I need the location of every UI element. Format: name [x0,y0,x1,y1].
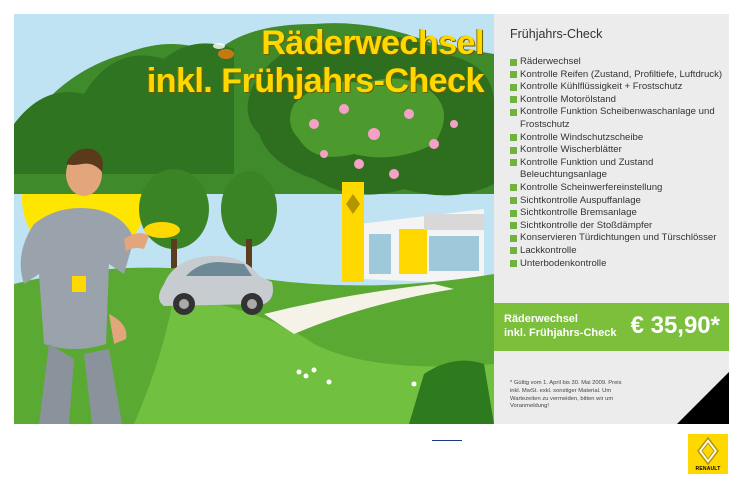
bullet-square-icon [510,84,517,91]
bullet-square-icon [510,134,517,141]
bullet-square-icon [510,222,517,229]
bullet-square-icon [510,96,517,103]
divider-line [432,440,462,441]
headline-line1: Räderwechsel [261,24,484,62]
bullet-square-icon [510,59,517,66]
price-label [504,312,616,340]
price-label-line2: inkl. Frühjahrs-Check [504,327,617,339]
checklist-item: Konservieren Türdichtungen und Türschlösser [510,232,725,245]
bullet-square-icon [510,109,517,116]
checklist-item: Räderwechsel [510,56,725,69]
checklist-item: Kontrolle Motorölstand [510,94,725,107]
checklist-item: Kontrolle Wischerblätter [510,144,725,157]
price-value: € 35,90* [630,312,720,339]
illustration-scene [14,14,494,424]
checklist [510,56,725,270]
panel-title: Frühjahrs-Check [510,27,603,41]
checklist-item: Lackkontrolle [510,245,725,258]
bullet-square-icon [510,159,517,166]
bullet-square-icon [510,235,517,242]
bullet-square-icon [510,210,517,217]
price-box [494,303,729,351]
checklist-item: Kontrolle Scheinwerfereinstellung [510,182,725,195]
checklist-item: Kontrolle Kühlflüssigkeit + Frostschutz [510,81,725,94]
checklist-item: Sichtkontrolle der Stoßdämpfer [510,220,725,233]
bullet-square-icon [510,197,517,204]
checklist-item: Kontrolle Funktion und Zustand Beleuchtungsanlage [510,157,725,182]
checklist-item: Sichtkontrolle Auspuffanlage [510,195,725,208]
bullet-square-icon [510,184,517,191]
checklist-item: Kontrolle Funktion Scheibenwaschanlage und Frostschutz [510,106,725,131]
price-label-line1: Räderwechsel [504,313,578,325]
bullet-square-icon [510,147,517,154]
checklist-panel [494,14,729,424]
renault-logo [688,434,728,474]
bullet-square-icon [510,260,517,267]
headline-line2: inkl. Frühjahrs-Check [146,62,484,100]
footnote: * Gültig vom 1. April bis 30. Mai 2009. Preis inkl. MwSt. exkl. sonstiger Material. Um Wartezeiten zu vermeiden, bitten wir um Voranmeldung! [510,380,622,410]
bullet-square-icon [510,247,517,254]
logo-text: RENAULT [695,466,721,472]
checklist-item: Sichtkontrolle Bremsanlage [510,207,725,220]
ad-headline [147,24,484,100]
checklist-item: Kontrolle Reifen (Zustand, Profiltiefe, Luftdruck) [510,69,725,82]
corner-triangle [677,372,729,424]
frisbee [144,222,180,238]
bullet-square-icon [510,71,517,78]
checklist-item: Unterbodenkontrolle [510,258,725,271]
checklist-item: Kontrolle Windschutzscheibe [510,132,725,145]
